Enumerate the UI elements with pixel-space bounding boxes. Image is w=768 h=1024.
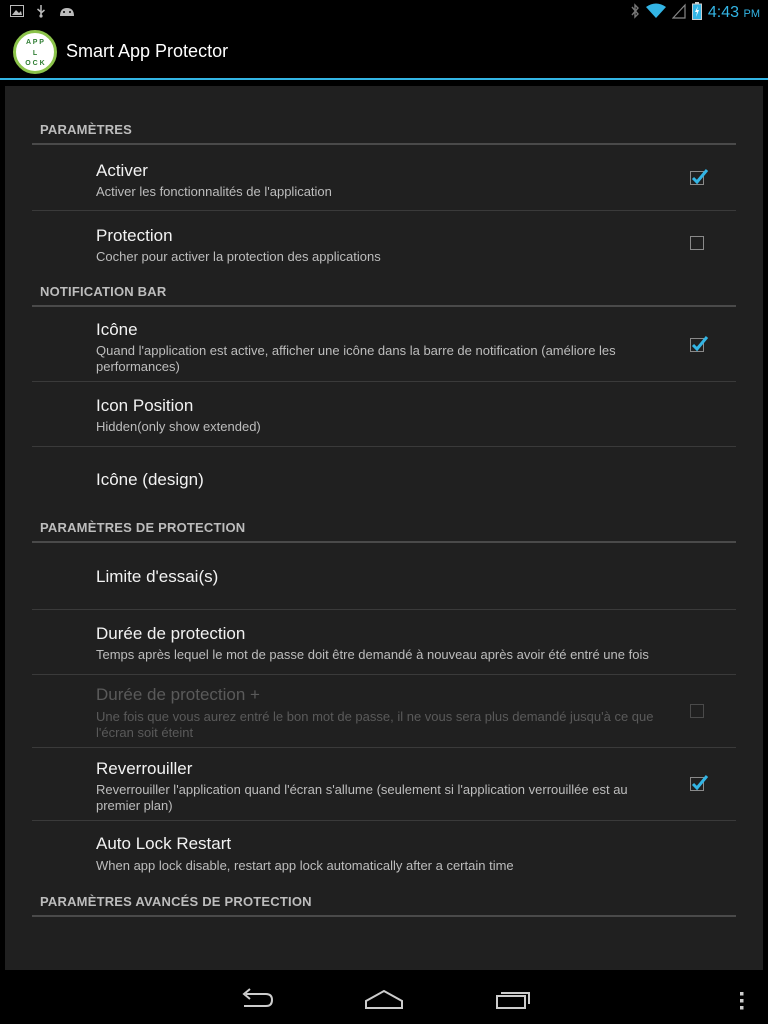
pref-title: Auto Lock Restart <box>96 834 232 853</box>
pref-summary: Une fois que vous aurez entré le bon mot de passe, il ne vous sera plus demandé jusqu'à ce que l'écran soit éteint <box>96 709 654 740</box>
status-icons-right <box>630 2 760 25</box>
pref-protection[interactable] <box>32 211 736 276</box>
signal-icon <box>672 3 686 24</box>
pref-summary: Temps après lequel le mot de passe doit être demandé à nouveau après avoir été entré une fois <box>96 647 649 662</box>
pref-title: Limite d'essai(s) <box>96 567 219 586</box>
settings-panel <box>5 86 763 970</box>
pref-duree-protection-plus <box>32 675 736 748</box>
pref-title: Protection <box>96 226 173 245</box>
action-bar <box>0 26 768 80</box>
pref-summary: Activer les fonctionnalités de l'application <box>96 184 332 199</box>
pref-icon-position[interactable] <box>32 382 736 447</box>
home-icon[interactable] <box>363 986 405 1017</box>
recents-icon[interactable] <box>494 986 532 1017</box>
checkmark-icon <box>690 334 710 354</box>
battery-icon <box>692 2 702 25</box>
pref-summary: When app lock disable, restart app lock automatically after a certain time <box>96 858 514 873</box>
svg-text:O C K: O C K <box>25 60 45 67</box>
svg-text:A P P: A P P <box>26 39 44 46</box>
pref-title: Durée de protection + <box>96 685 260 704</box>
overflow-menu-icon[interactable] <box>738 990 746 1017</box>
image-icon <box>10 5 24 17</box>
svg-text:L: L <box>32 50 38 57</box>
navigation-bar <box>0 974 768 1024</box>
usb-icon <box>36 4 46 18</box>
status-bar <box>0 0 768 26</box>
duree-protection-plus-checkbox <box>690 704 704 718</box>
pref-summary: Hidden(only show extended) <box>96 419 261 434</box>
android-icon <box>58 5 76 17</box>
category-notification-bar: NOTIFICATION BAR <box>32 284 736 307</box>
pref-title: Icon Position <box>96 396 194 415</box>
pref-title: Icône <box>96 320 138 339</box>
pref-title: Reverrouiller <box>96 759 193 778</box>
pref-title: Icône (design) <box>96 470 204 489</box>
app-title: Smart App Protector <box>66 41 229 61</box>
checkmark-icon <box>690 167 710 187</box>
pref-icone[interactable] <box>32 308 736 382</box>
pref-summary: Reverrouiller l'application quand l'écran s'allume (seulement si l'application verrouillée est au premier plan) <box>96 782 628 813</box>
category-advanced: PARAMÈTRES AVANCÉS DE PROTECTION <box>32 894 736 917</box>
back-icon[interactable] <box>236 986 276 1017</box>
pref-limite-essai[interactable] <box>32 544 736 610</box>
pref-title: Durée de protection <box>96 624 246 643</box>
pref-icone-design[interactable] <box>32 447 736 512</box>
protection-checkbox[interactable] <box>690 236 704 250</box>
pref-activer[interactable] <box>32 146 736 211</box>
reverrouiller-checkbox[interactable] <box>690 777 704 791</box>
clock-ampm: PM <box>743 8 760 20</box>
category-parametres: PARAMÈTRES <box>32 122 736 145</box>
category-protection: PARAMÈTRES DE PROTECTION <box>32 520 736 543</box>
checkmark-icon <box>690 773 710 793</box>
pref-summary: Cocher pour activer la protection des applications <box>96 249 381 264</box>
app-logo-icon[interactable] <box>13 30 57 74</box>
activer-checkbox[interactable] <box>690 171 704 185</box>
bluetooth-icon <box>630 3 640 24</box>
clock-time: 4:43 <box>707 4 740 21</box>
pref-auto-lock-restart[interactable] <box>32 821 736 885</box>
status-icons-left <box>10 4 76 18</box>
wifi-icon <box>646 3 666 24</box>
pref-duree-protection[interactable] <box>32 610 736 675</box>
icone-checkbox[interactable] <box>690 338 704 352</box>
pref-summary: Quand l'application est active, afficher une icône dans la barre de notification (améliore les performances) <box>96 343 616 374</box>
clock <box>708 3 760 24</box>
pref-title: Activer <box>96 161 148 180</box>
pref-reverrouiller[interactable] <box>32 748 736 821</box>
